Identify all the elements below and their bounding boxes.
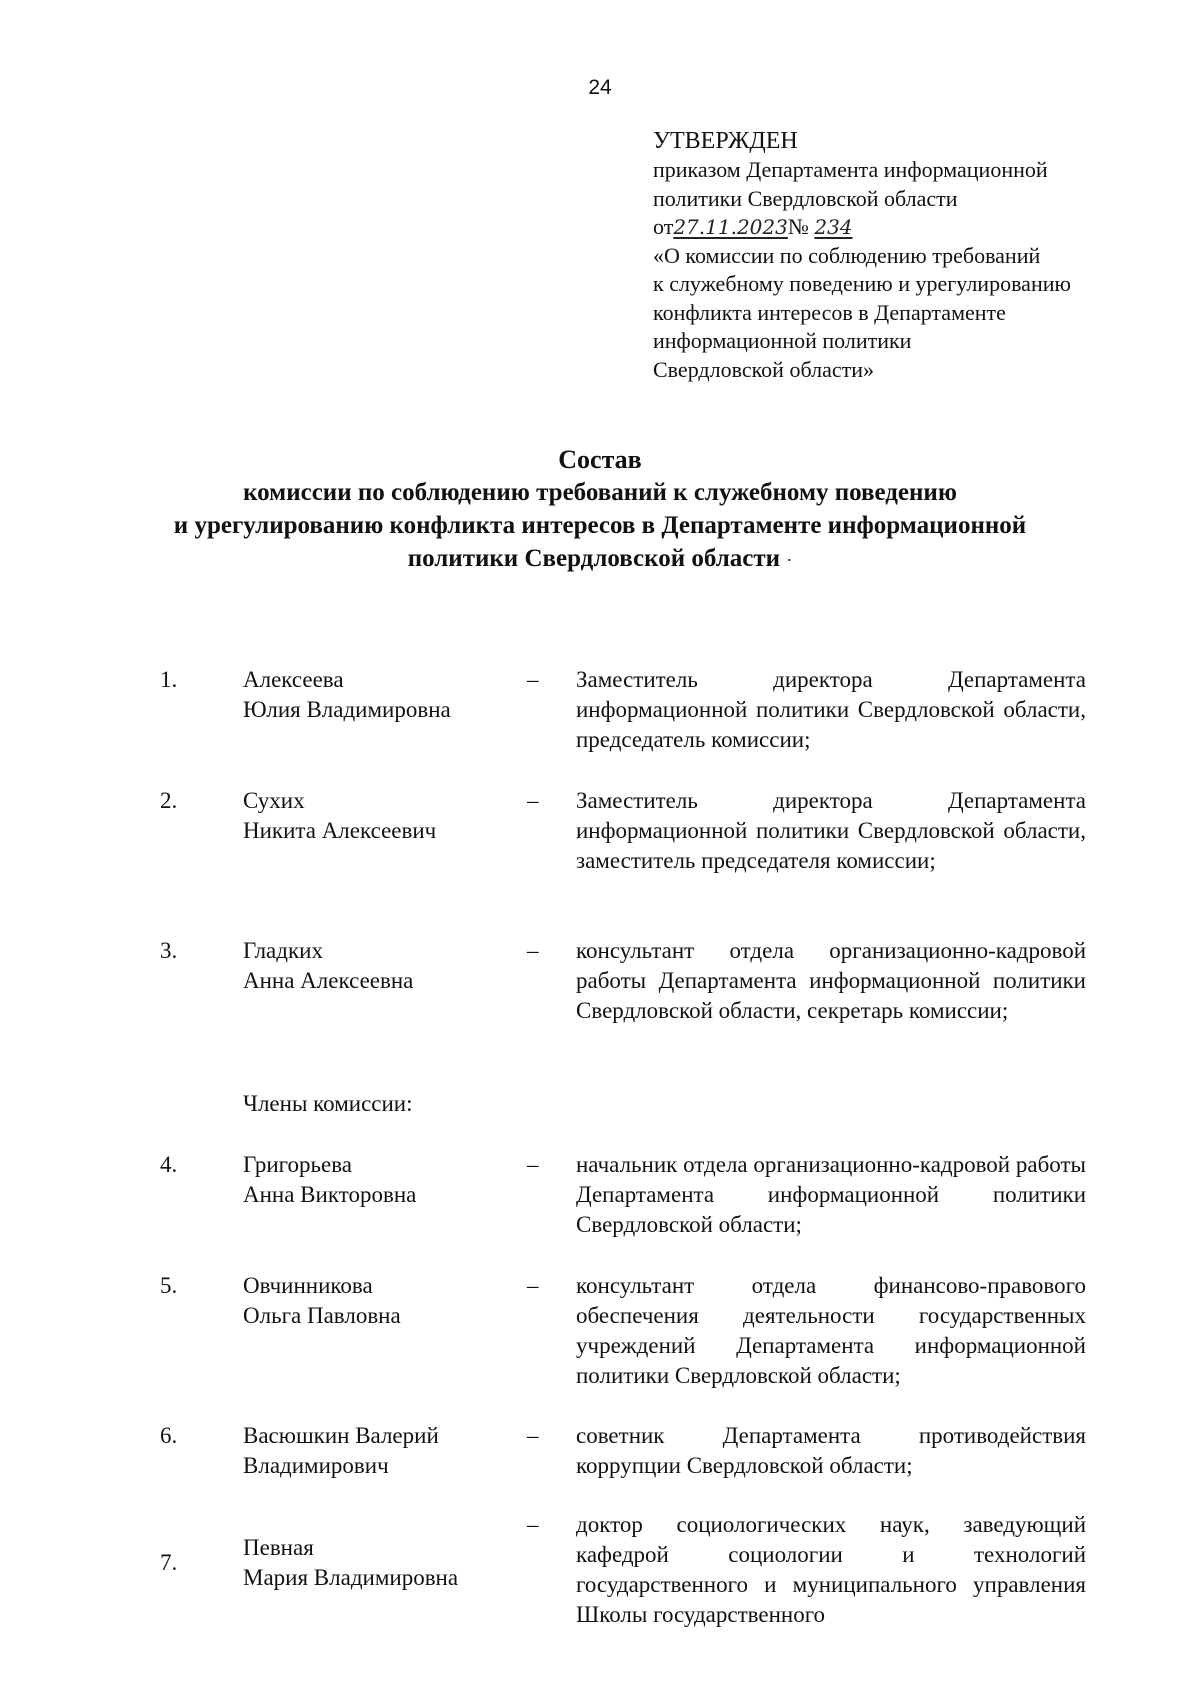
member-surname: Григорьева xyxy=(243,1152,352,1177)
member-surname: Гладких xyxy=(243,938,323,963)
member-role: консультант отдела финансово-правового обеспечения деятельности государственных учреждений Департамента информационной политики Свердловской области; xyxy=(576,1273,1086,1388)
member-name xyxy=(243,936,513,996)
approval-title-line-4: информационной политики xyxy=(653,328,912,353)
heading-line-2: и урегулированию конфликта интересов в Департаменте информационной xyxy=(173,512,1027,539)
heading-line-3: политики Свердловской области xyxy=(407,545,781,572)
member-role: начальник отдела организационно-кадровой работы Департамента информационной политики Свердловской области; xyxy=(576,1152,1086,1237)
heading-line-1: комиссии по соблюдению требований к служебному поведению xyxy=(243,479,957,506)
member-role: доктор социологических наук, заведующий кафедрой социологии и технологий государственного и муниципального управления Школы государственного xyxy=(576,1512,1086,1627)
member-name xyxy=(243,665,513,725)
member-name xyxy=(243,786,513,846)
dash: – xyxy=(527,1273,539,1298)
approved-label: УТВЕРЖДЕН xyxy=(653,128,798,154)
member-surname: Алексеева xyxy=(243,667,344,692)
member-given-name: Анна Алексеевна xyxy=(243,968,414,993)
dash: – xyxy=(527,1512,539,1537)
approval-title-line-1: «О комиссии по соблюдению требований xyxy=(653,242,1041,268)
dash: – xyxy=(527,788,539,813)
member-given-name: Юлия Владимировна xyxy=(243,697,451,722)
heading-line-3-wrap xyxy=(0,542,1200,577)
member-role: советник Департамента противодействия коррупции Свердловской области; xyxy=(576,1423,1086,1478)
member-given-name: Владимирович xyxy=(243,1453,389,1478)
member-name xyxy=(243,1271,513,1331)
dash: – xyxy=(527,1152,539,1177)
dash: – xyxy=(527,1423,539,1448)
approval-stamp-block xyxy=(653,126,1173,384)
approval-title-line-5: Свердловской области» xyxy=(653,356,874,382)
page-number: 24 xyxy=(588,76,612,99)
document-heading xyxy=(0,443,1200,577)
approval-order-line-1: приказом Департамента информационной xyxy=(653,157,1048,182)
member-name xyxy=(243,1421,513,1481)
approval-order-line-2: политики Свердловской области xyxy=(653,185,958,211)
member-number: 6. xyxy=(160,1423,178,1448)
date-prefix: от xyxy=(653,214,674,239)
member-role: Заместитель директора Департамента информационной политики Свердловской области, заместитель председателя комиссии; xyxy=(576,788,1086,873)
members-label: Члены комиссии: xyxy=(243,1091,413,1116)
member-number: 4. xyxy=(160,1152,178,1177)
member-given-name: Анна Викторовна xyxy=(243,1182,417,1207)
approval-title-line-2: к служебному поведению и урегулированию xyxy=(653,271,1071,296)
member-given-name: Ольга Павловна xyxy=(243,1303,401,1328)
member-surname: Сухих xyxy=(243,788,305,813)
member-number: 7. xyxy=(160,1550,178,1575)
dash: – xyxy=(527,938,539,963)
handwritten-date: 27.11.2023 xyxy=(673,215,788,239)
dash: – xyxy=(527,667,539,692)
heading-mark: · xyxy=(786,550,793,570)
member-role: Заместитель директора Департамента информационной политики Свердловской области, председатель комиссии; xyxy=(576,667,1086,752)
approval-date-number-line xyxy=(653,213,1173,242)
member-surname: Васюшкин Валерий xyxy=(243,1423,439,1448)
member-given-name: Никита Алексеевич xyxy=(243,818,437,843)
handwritten-number: 234 xyxy=(814,215,853,239)
member-number: 2. xyxy=(160,788,178,813)
member-name xyxy=(243,1150,513,1210)
member-number: 5. xyxy=(160,1273,178,1298)
member-number: 1. xyxy=(160,667,178,692)
member-role: консультант отдела организационно-кадровой работы Департамента информационной политики Свердловской области, секретарь комиссии; xyxy=(576,938,1086,1023)
number-prefix: № xyxy=(787,214,809,239)
member-surname: Певная xyxy=(243,1535,314,1560)
member-surname: Овчинникова xyxy=(243,1273,373,1298)
member-given-name: Мария Владимировна xyxy=(243,1565,459,1590)
member-number: 3. xyxy=(160,938,178,963)
member-name xyxy=(243,1533,513,1593)
heading-title: Состав xyxy=(558,445,642,474)
approval-title-line-3: конфликта интересов в Департаменте xyxy=(653,299,1006,325)
